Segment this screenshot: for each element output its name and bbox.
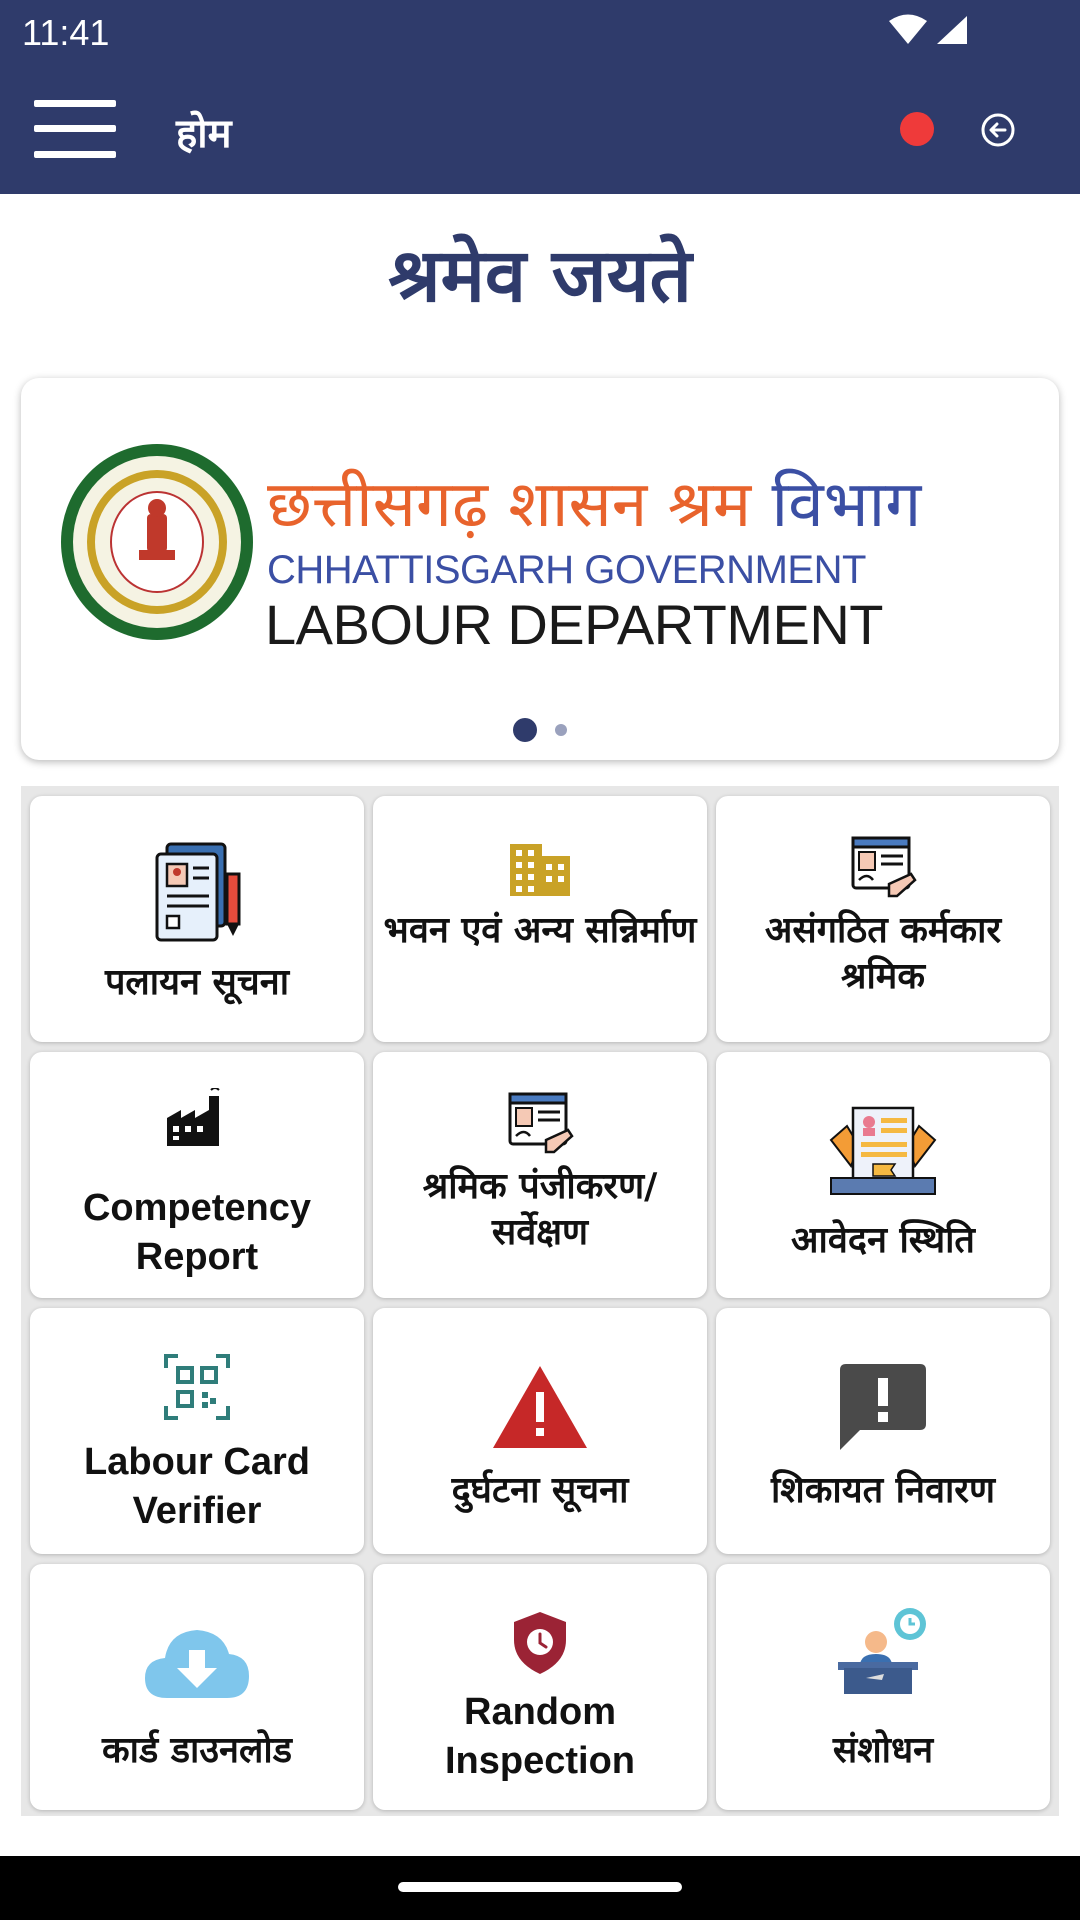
tile-label: Random Inspection xyxy=(444,1691,636,1782)
tile-card-download[interactable] xyxy=(30,1564,364,1810)
tile-building-construction[interactable] xyxy=(373,796,707,1042)
tile-label: पलायन सूचना xyxy=(104,962,290,1003)
migration-form-icon xyxy=(147,840,247,944)
banner-carousel[interactable] xyxy=(21,378,1059,760)
hamburger-menu-icon[interactable] xyxy=(34,100,116,158)
banner-english-line2: LABOUR DEPARTMENT xyxy=(265,593,883,656)
tile-competency-report[interactable] xyxy=(30,1052,364,1298)
tile-label: शिकायत निवारण xyxy=(770,1470,996,1511)
tile-label: Labour Card Verifier xyxy=(84,1441,310,1532)
tile-migration-info[interactable] xyxy=(30,796,364,1042)
banner-hindi-word: शासन xyxy=(508,468,648,542)
tile-label: Competency Report xyxy=(82,1187,312,1278)
tile-complaint-redressal[interactable] xyxy=(716,1308,1050,1554)
page-title: होम xyxy=(176,111,232,157)
signal-icon xyxy=(934,14,968,46)
status-bar xyxy=(0,0,1080,64)
status-time: 11:41 xyxy=(22,12,110,53)
carousel-dot-active[interactable] xyxy=(513,718,537,742)
warning-icon xyxy=(491,1364,589,1450)
carousel-page-indicator xyxy=(21,718,1059,742)
factory-icon xyxy=(165,1088,229,1148)
tile-accident-info[interactable] xyxy=(373,1308,707,1554)
registration-survey-icon xyxy=(506,1090,574,1158)
banner-english-line1: CHHATTISGARH GOVERNMENT xyxy=(267,548,866,592)
tile-label: दुर्घटना सूचना xyxy=(451,1470,629,1511)
government-emblem-logo xyxy=(57,442,257,642)
tile-worker-registration[interactable] xyxy=(373,1052,707,1298)
shield-clock-icon xyxy=(512,1610,568,1676)
notification-indicator[interactable] xyxy=(900,112,934,146)
banner-hindi-word: विभाग xyxy=(771,468,922,542)
tile-label: असंगठित कर्मकार श्रमिक xyxy=(764,910,1002,998)
tile-label: भवन एवं अन्य सन्निर्माण xyxy=(383,910,697,951)
tile-random-inspection[interactable] xyxy=(373,1564,707,1810)
system-navigation-bar xyxy=(0,1856,1080,1920)
home-gesture-handle[interactable] xyxy=(398,1882,682,1892)
tagline: श्रमेव जयते xyxy=(388,233,692,319)
tile-amendment[interactable] xyxy=(716,1564,1050,1810)
tile-label: श्रमिक पंजीकरण/ सर्वेक्षण xyxy=(422,1166,658,1254)
tile-unorganized-worker[interactable] xyxy=(716,796,1050,1042)
tile-labour-card-verifier[interactable] xyxy=(30,1308,364,1554)
tile-label: आवेदन स्थिति xyxy=(791,1220,975,1261)
qr-code-icon xyxy=(164,1354,230,1420)
worker-profile-icon xyxy=(849,834,917,902)
system-icons xyxy=(888,14,968,46)
banner-hindi-word: छत्तीसगढ़ xyxy=(267,468,488,542)
tile-label: संशोधन xyxy=(832,1730,934,1771)
logout-icon[interactable] xyxy=(980,112,1016,148)
tile-application-status[interactable] xyxy=(716,1052,1050,1298)
cloud-download-icon xyxy=(143,1626,251,1700)
tile-label: कार्ड डाउनलोड xyxy=(101,1730,293,1771)
application-status-icon xyxy=(829,1106,937,1196)
building-icon xyxy=(508,842,572,898)
banner-hindi-title xyxy=(267,458,921,545)
banner-hindi-word: श्रम xyxy=(667,468,752,542)
app-bar xyxy=(0,64,1080,194)
complaint-icon xyxy=(838,1362,928,1452)
edit-desk-icon xyxy=(836,1604,930,1696)
wifi-icon xyxy=(888,14,928,46)
carousel-dot[interactable] xyxy=(555,724,567,736)
